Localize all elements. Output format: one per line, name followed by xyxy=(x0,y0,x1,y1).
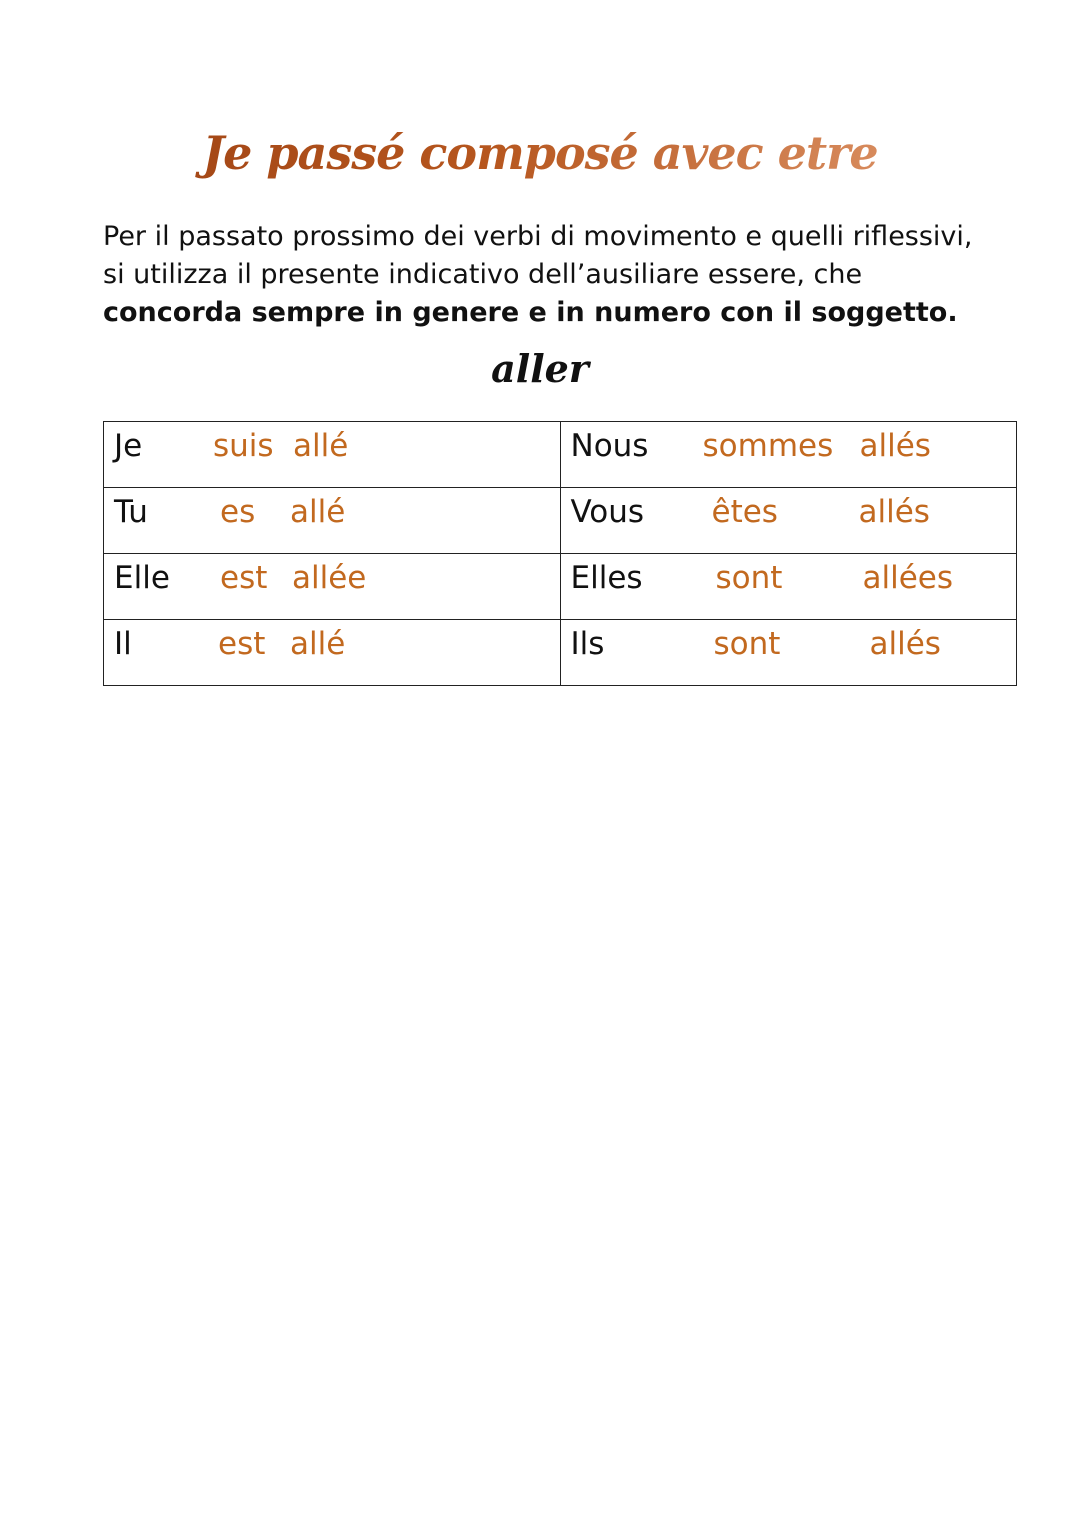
pronoun: Tu xyxy=(114,494,148,530)
participle: allé xyxy=(293,428,349,464)
pronoun: Nous xyxy=(570,428,649,464)
pronoun: Ils xyxy=(570,626,605,662)
auxiliary: êtes xyxy=(711,494,778,530)
table-cell-singular xyxy=(104,554,561,620)
table-row xyxy=(104,422,1017,488)
intro-line: si utilizza il presente indicativo dell’ausiliare essere, che xyxy=(103,259,863,290)
verb-heading: aller xyxy=(491,346,589,391)
participle: allés xyxy=(869,626,941,662)
pronoun: Il xyxy=(114,626,132,662)
table-cell-plural xyxy=(560,554,1017,620)
auxiliary: suis xyxy=(213,428,274,464)
pronoun: Elle xyxy=(114,560,170,596)
table-row xyxy=(104,488,1017,554)
auxiliary: es xyxy=(220,494,256,530)
pronoun: Vous xyxy=(570,494,645,530)
table-row xyxy=(104,620,1017,686)
participle: allés xyxy=(859,428,931,464)
table-cell-singular xyxy=(104,422,561,488)
auxiliary: est xyxy=(220,560,268,596)
participle: allés xyxy=(858,494,930,530)
pronoun: Je xyxy=(114,428,143,464)
participle: allées xyxy=(862,560,954,596)
table-cell-singular xyxy=(104,620,561,686)
conjugation-table xyxy=(103,421,1017,686)
intro-rule-bold: concorda sempre in genere e in numero con il soggetto. xyxy=(103,297,958,328)
table-cell-singular xyxy=(104,488,561,554)
participle: allée xyxy=(292,560,367,596)
auxiliary: sommes xyxy=(702,428,834,464)
intro-paragraph xyxy=(103,218,1003,332)
participle: allé xyxy=(290,626,346,662)
auxiliary: sont xyxy=(713,626,781,662)
auxiliary: sont xyxy=(715,560,783,596)
page-title: Je passé composé avec etre xyxy=(0,128,1080,179)
intro-line: Per il passato prossimo dei verbi di movimento e quelli riflessivi, xyxy=(103,221,973,252)
table-cell-plural xyxy=(560,488,1017,554)
auxiliary: est xyxy=(218,626,266,662)
pronoun: Elles xyxy=(570,560,643,596)
participle: allé xyxy=(290,494,346,530)
table-row xyxy=(104,554,1017,620)
table-cell-plural xyxy=(560,620,1017,686)
table-cell-plural xyxy=(560,422,1017,488)
